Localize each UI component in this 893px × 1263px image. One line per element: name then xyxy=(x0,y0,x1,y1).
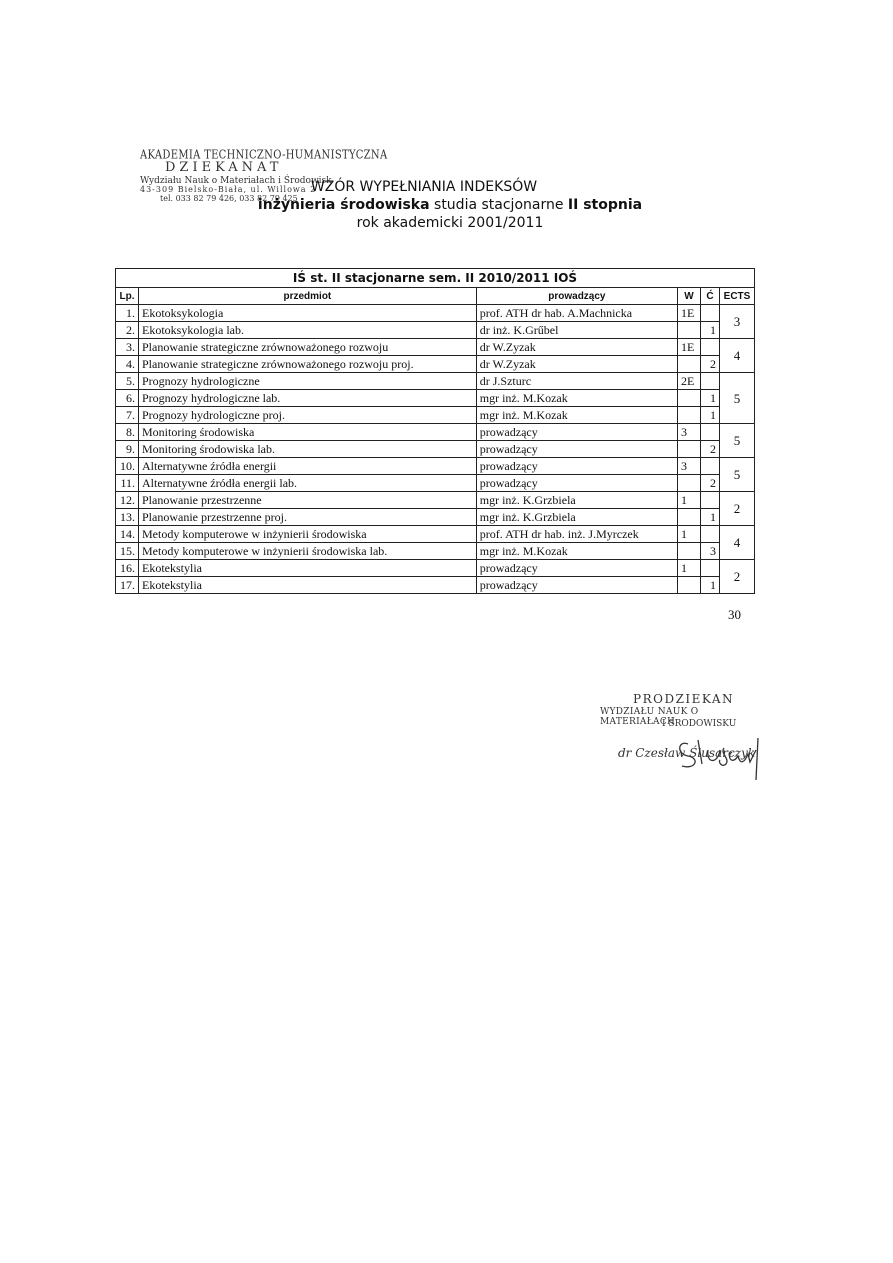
table-row xyxy=(116,458,755,475)
header-subject: przedmiot xyxy=(139,288,477,305)
row-number: 6. xyxy=(116,390,139,407)
row-lecture-hours xyxy=(678,577,701,594)
table-body xyxy=(116,305,755,594)
signature-name: dr Czesław Ślusarczyk xyxy=(618,746,756,760)
table-row xyxy=(116,407,755,424)
row-number: 3. xyxy=(116,339,139,356)
row-subject: Metody komputerowe w inżynierii środowiska xyxy=(139,526,477,543)
row-subject: Prognozy hydrologiczne xyxy=(139,373,477,390)
row-teacher: mgr inż. M.Kozak xyxy=(476,407,677,424)
row-exercise-hours xyxy=(701,458,720,475)
document-heading xyxy=(240,178,660,232)
header-ects: ECTS xyxy=(720,288,755,305)
row-lecture-hours xyxy=(678,356,701,373)
row-lecture-hours: 2E xyxy=(678,373,701,390)
row-teacher: prowadzący xyxy=(476,475,677,492)
row-number: 8. xyxy=(116,424,139,441)
table-row xyxy=(116,322,755,339)
row-subject: Ekotoksykologia xyxy=(139,305,477,322)
row-lecture-hours: 1E xyxy=(678,305,701,322)
row-exercise-hours: 2 xyxy=(701,356,720,373)
table-row xyxy=(116,441,755,458)
row-teacher: prof. ATH dr hab. inż. J.Myrczek xyxy=(476,526,677,543)
row-teacher: dr W.Zyzak xyxy=(476,356,677,373)
row-number: 2. xyxy=(116,322,139,339)
row-teacher: prowadzący xyxy=(476,441,677,458)
stamp-phone: tel. 033 82 79 426, 033 82 79 425 xyxy=(160,193,298,203)
row-ects: 2 xyxy=(720,560,755,594)
row-number: 15. xyxy=(116,543,139,560)
row-ects: 5 xyxy=(720,424,755,458)
row-lecture-hours xyxy=(678,509,701,526)
row-teacher: mgr inż. M.Kozak xyxy=(476,543,677,560)
row-number: 17. xyxy=(116,577,139,594)
row-exercise-hours xyxy=(701,560,720,577)
stamp-office: DZIEKANAT xyxy=(165,160,283,176)
row-subject: Ekotoksykologia lab. xyxy=(139,322,477,339)
row-exercise-hours: 1 xyxy=(701,390,720,407)
signature-title: PRODZIEKAN xyxy=(633,692,735,706)
row-number: 10. xyxy=(116,458,139,475)
row-subject: Monitoring środowiska xyxy=(139,424,477,441)
stamp-institution: AKADEMIA TECHNICZNO-HUMANISTYCZNA xyxy=(140,148,388,163)
row-ects: 4 xyxy=(720,526,755,560)
row-lecture-hours xyxy=(678,543,701,560)
row-lecture-hours: 1 xyxy=(678,526,701,543)
table-row xyxy=(116,560,755,577)
heading-year: rok akademicki 2001/2011 xyxy=(356,215,544,231)
row-exercise-hours: 1 xyxy=(701,509,720,526)
header-c: Ć xyxy=(701,288,720,305)
ects-total: 30 xyxy=(728,607,741,622)
row-number: 12. xyxy=(116,492,139,509)
table-row xyxy=(116,526,755,543)
row-teacher: dr J.Szturc xyxy=(476,373,677,390)
heading-title: WZÓR WYPEŁNIANIA INDEKSÓW xyxy=(310,179,538,195)
heading-mode: studia stacjonarne xyxy=(429,197,568,213)
row-exercise-hours xyxy=(701,373,720,390)
table-row xyxy=(116,509,755,526)
table-row xyxy=(116,577,755,594)
row-lecture-hours xyxy=(678,441,701,458)
row-teacher: prof. ATH dr hab. A.Machnicka xyxy=(476,305,677,322)
row-lecture-hours: 1 xyxy=(678,492,701,509)
signature-department-2: I ŚRODOWISKU xyxy=(662,719,737,729)
row-exercise-hours: 2 xyxy=(701,441,720,458)
row-number: 9. xyxy=(116,441,139,458)
row-exercise-hours: 1 xyxy=(701,322,720,339)
row-exercise-hours xyxy=(701,492,720,509)
table-row xyxy=(116,492,755,509)
row-teacher: dr W.Zyzak xyxy=(476,339,677,356)
row-lecture-hours xyxy=(678,407,701,424)
row-subject: Prognozy hydrologiczne lab. xyxy=(139,390,477,407)
row-exercise-hours xyxy=(701,424,720,441)
row-teacher: mgr inż. M.Kozak xyxy=(476,390,677,407)
header-lp: Lp. xyxy=(116,288,139,305)
row-subject: Ekotekstylia xyxy=(139,560,477,577)
row-number: 13. xyxy=(116,509,139,526)
row-lecture-hours: 1 xyxy=(678,560,701,577)
row-lecture-hours xyxy=(678,390,701,407)
row-lecture-hours: 3 xyxy=(678,458,701,475)
subjects-table xyxy=(115,268,755,594)
row-exercise-hours xyxy=(701,339,720,356)
row-subject: Planowanie strategiczne zrównoważonego rozwoju proj. xyxy=(139,356,477,373)
signature-stamp xyxy=(600,690,770,790)
table-row xyxy=(116,543,755,560)
row-ects: 3 xyxy=(720,305,755,339)
row-teacher: prowadzący xyxy=(476,424,677,441)
row-ects: 2 xyxy=(720,492,755,526)
row-number: 14. xyxy=(116,526,139,543)
row-number: 4. xyxy=(116,356,139,373)
row-teacher: prowadzący xyxy=(476,458,677,475)
row-exercise-hours xyxy=(701,526,720,543)
row-teacher: mgr inż. K.Grzbiela xyxy=(476,509,677,526)
row-teacher: mgr inż. K.Grzbiela xyxy=(476,492,677,509)
row-subject: Planowanie strategiczne zrównoważonego rozwoju xyxy=(139,339,477,356)
row-exercise-hours: 2 xyxy=(701,475,720,492)
row-lecture-hours: 3 xyxy=(678,424,701,441)
header-w: W xyxy=(678,288,701,305)
row-ects: 5 xyxy=(720,373,755,424)
row-number: 1. xyxy=(116,305,139,322)
heading-program xyxy=(240,196,660,214)
table-row xyxy=(116,356,755,373)
row-number: 5. xyxy=(116,373,139,390)
row-teacher: prowadzący xyxy=(476,560,677,577)
table-row xyxy=(116,390,755,407)
table-row xyxy=(116,305,755,322)
row-lecture-hours xyxy=(678,322,701,339)
row-subject: Prognozy hydrologiczne proj. xyxy=(139,407,477,424)
row-exercise-hours xyxy=(701,305,720,322)
heading-field: inżynieria środowiska xyxy=(257,197,430,213)
row-subject: Monitoring środowiska lab. xyxy=(139,441,477,458)
row-exercise-hours: 1 xyxy=(701,407,720,424)
row-number: 7. xyxy=(116,407,139,424)
row-ects: 5 xyxy=(720,458,755,492)
row-lecture-hours xyxy=(678,475,701,492)
row-subject: Ekotekstylia xyxy=(139,577,477,594)
table-title: IŚ st. II stacjonarne sem. II 2010/2011 IOŚ xyxy=(116,269,755,288)
row-teacher: prowadzący xyxy=(476,577,677,594)
row-lecture-hours: 1E xyxy=(678,339,701,356)
row-exercise-hours: 3 xyxy=(701,543,720,560)
table-row xyxy=(116,373,755,390)
header-teacher: prowadzący xyxy=(476,288,677,305)
row-number: 11. xyxy=(116,475,139,492)
signature-department: WYDZIAŁU NAUK O MATERIAŁACH xyxy=(600,707,699,727)
table-row xyxy=(116,339,755,356)
table-row xyxy=(116,475,755,492)
row-subject: Alternatywne źródła energii xyxy=(139,458,477,475)
row-number: 16. xyxy=(116,560,139,577)
table-row xyxy=(116,424,755,441)
row-subject: Planowanie przestrzenne proj. xyxy=(139,509,477,526)
row-exercise-hours: 1 xyxy=(701,577,720,594)
row-subject: Alternatywne źródła energii lab. xyxy=(139,475,477,492)
stamp-department: Wydziału Nauk o Materiałach i Środowisk xyxy=(140,175,332,186)
stamp-address: 43-309 Bielsko-Biała, ul. Willowa 2 xyxy=(140,184,317,194)
row-subject: Metody komputerowe w inżynierii środowiska lab. xyxy=(139,543,477,560)
heading-degree: II stopnia xyxy=(567,197,643,213)
row-ects: 4 xyxy=(720,339,755,373)
row-teacher: dr inż. K.Grűbel xyxy=(476,322,677,339)
row-subject: Planowanie przestrzenne xyxy=(139,492,477,509)
